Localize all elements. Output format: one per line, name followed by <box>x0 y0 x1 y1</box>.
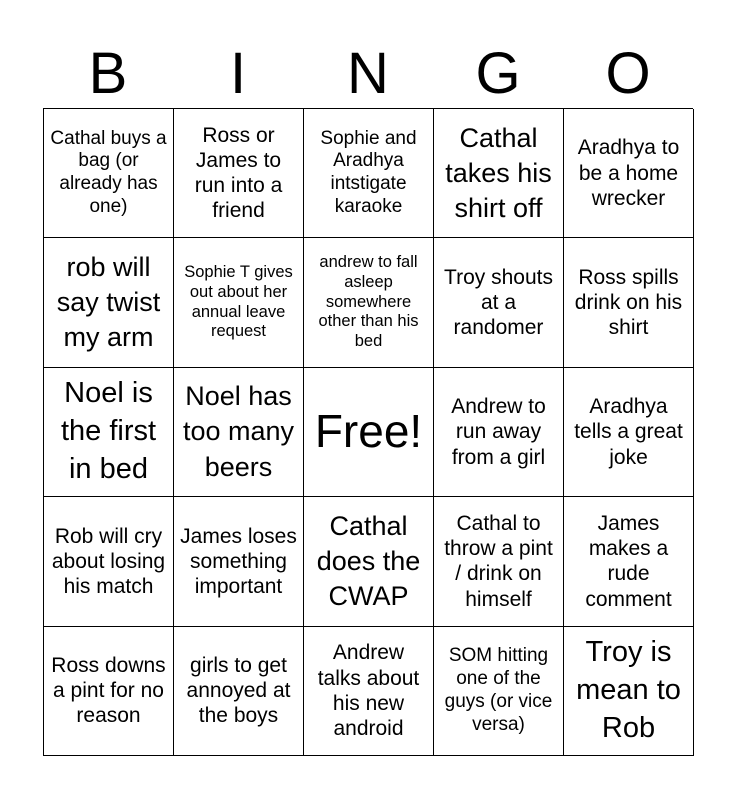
bingo-cell-text: Troy is mean to Rob <box>576 636 681 744</box>
bingo-cell[interactable] <box>44 109 174 238</box>
bingo-cell[interactable] <box>304 627 434 756</box>
bingo-cell[interactable] <box>174 109 304 238</box>
bingo-cell-text: Cathal buys a bag (or already has one) <box>50 127 167 217</box>
bingo-cell-text: Aradhya tells a great joke <box>574 395 683 469</box>
bingo-cell[interactable] <box>564 238 694 367</box>
bingo-cell[interactable] <box>304 109 434 238</box>
bingo-cell[interactable] <box>174 627 304 756</box>
bingo-cell[interactable] <box>564 109 694 238</box>
bingo-cell-text: girls to get annoyed at the boys <box>186 654 291 728</box>
bingo-cell[interactable] <box>174 368 304 497</box>
bingo-cell-text: andrew to fall asleep somewhere other than his bed <box>318 253 419 351</box>
bingo-cell-text: James makes a rude comment <box>585 512 672 611</box>
bingo-header <box>43 40 693 108</box>
bingo-free-cell[interactable] <box>304 368 434 497</box>
bingo-cell[interactable] <box>44 368 174 497</box>
bingo-cell[interactable] <box>304 497 434 626</box>
bingo-cell[interactable] <box>564 497 694 626</box>
bingo-cell[interactable] <box>434 238 564 367</box>
header-letter-n: N <box>347 41 389 106</box>
bingo-cell-text: Ross downs a pint for no reason <box>51 654 166 728</box>
bingo-cell-text: Free! <box>314 405 423 458</box>
bingo-cell[interactable] <box>44 627 174 756</box>
bingo-cell-text: Ross spills drink on his shirt <box>574 265 683 340</box>
bingo-cell-text: Ross or James to run into a friend <box>194 123 283 223</box>
bingo-cell-text: SOM hitting one of the guys (or vice versa) <box>444 645 553 735</box>
bingo-cell[interactable] <box>434 497 564 626</box>
bingo-cell[interactable] <box>434 109 564 238</box>
bingo-cell-text: Cathal takes his shirt off <box>445 122 552 223</box>
bingo-cell-text: Noel has too many beers <box>182 381 295 482</box>
bingo-cell-text: rob will say twist my arm <box>56 251 161 353</box>
bingo-cell[interactable] <box>304 238 434 367</box>
bingo-cell-text: Aradhya to be a home wrecker <box>577 136 680 210</box>
bingo-grid <box>43 108 693 756</box>
bingo-cell-text: Rob will cry about losing his match <box>51 524 166 598</box>
bingo-cell-text: Cathal to throw a pint / drink on himself <box>444 512 553 611</box>
bingo-cell[interactable] <box>564 627 694 756</box>
bingo-cell-text: Sophie and Aradhya intstigate karaoke <box>320 127 417 217</box>
bingo-cell[interactable] <box>44 238 174 367</box>
bingo-cell-text: Andrew to run away from a girl <box>451 395 546 469</box>
bingo-cell-text: Noel is the first in bed <box>60 377 157 485</box>
bingo-cell[interactable] <box>174 497 304 626</box>
header-letter-o: O <box>605 41 651 106</box>
bingo-cell[interactable] <box>434 368 564 497</box>
bingo-cell-text: Andrew talks about his new android <box>317 641 420 740</box>
header-letter-b: B <box>88 41 128 106</box>
bingo-cell-text: Troy shouts at a randomer <box>444 265 553 340</box>
header-letter-g: G <box>475 41 521 106</box>
bingo-cell[interactable] <box>434 627 564 756</box>
bingo-cell[interactable] <box>564 368 694 497</box>
bingo-cell[interactable] <box>44 497 174 626</box>
bingo-cell[interactable] <box>174 238 304 367</box>
header-letter-i: I <box>229 41 247 106</box>
bingo-cell-text: James loses something important <box>180 524 297 598</box>
bingo-cell-text: Cathal does the CWAP <box>316 510 421 611</box>
bingo-cell-text: Sophie T gives out about her annual leave request <box>184 263 293 341</box>
